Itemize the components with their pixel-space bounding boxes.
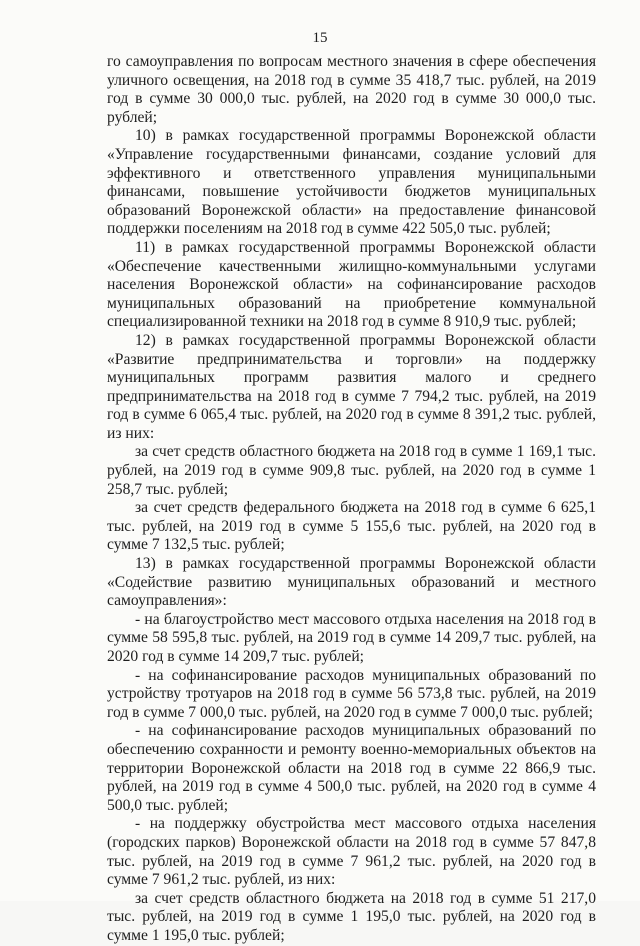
page-number: 15 [312, 30, 328, 46]
paragraph-city-parks: - на поддержку обустройства мест массового отдыха населения (городских парков) Воронежской области на 2018 год в сумме 57 847,8 тыс. рублей, на 2019 год в сумме 7 961,2 тыс. рублей, на 2020 год в сумме 7 961,2 тыс. рублей, из них: [107, 815, 596, 889]
paragraph-federal-budget: за счет средств федерального бюджета на 2018 год в сумме 6 625,1 тыс. рублей, на 2019 год в сумме 5 155,6 тыс. рублей, на 2020 год в сумме 7 132,5 тыс. рублей; [107, 499, 596, 554]
paragraph-recreation-areas: - на благоустройство мест массового отдыха населения на 2018 год в сумме 58 595,8 тыс. рублей, на 2019 год в сумме 14 209,7 тыс. рублей, на 2020 год в сумме 14 209,7 тыс. рублей; [107, 610, 596, 665]
paragraph-parks-regional-budget: за счет средств областного бюджета на 2018 год в сумме 51 217,0 тыс. рублей, на 2019 год в сумме 1 195,0 тыс. рублей, на 2020 год в сумме 1 195,0 тыс. рублей; [107, 889, 596, 944]
paragraph-item-11: 11) в рамках государственной программы Воронежской области «Обеспечение качественными жилищно-коммунальными услугами населения Воронежской области» на софинансирование расходов муниципальных образований на приобретение коммунальной специализированной техники на 2018 год в сумме 8 910,9 тыс. рублей; [107, 238, 596, 331]
paragraph-regional-budget: за счет средств областного бюджета на 2018 год в сумме 1 169,1 тыс. рублей, на 2019 год в сумме 909,8 тыс. рублей, на 2020 год в сумме 1 258,7 тыс. рублей; [107, 443, 596, 498]
paragraph-memorials: - на софинансирование расходов муниципальных образований по обеспечению сохранности и ремонту военно-мемориальных объектов на территории Воронежской области на 2018 год в сумме 22 866,9 тыс. рублей, на 2019 год в сумме 4 500,0 тыс. рублей, на 2020 год в сумме 4 500,0 тыс. рублей; [107, 722, 596, 814]
document-body [107, 53, 596, 946]
paragraph-item-10: 10) в рамках государственной программы Воронежской области «Управление государственными финансами, создание условий для эффективного и ответственного управления муниципальными финансами, повышение устойчивости бюджетов муниципальных образований Воронежской области» на предоставление финансовой поддержки поселениям на 2018 год в сумме 422 505,0 тыс. рублей; [107, 127, 596, 238]
paragraph-sidewalks: - на софинансирование расходов муниципальных образований по устройству тротуаров на 2018 год в сумме 56 573,8 тыс. рублей, на 2019 год в сумме 7 000,0 тыс. рублей, на 2020 год в сумме 7 000,0 тыс. рублей; [107, 666, 596, 721]
paragraph-item-13: 13) в рамках государственной программы Воронежской области «Содействие развитию муниципальных образований и местного самоуправления»: [107, 555, 596, 610]
paragraph-item-12: 12) в рамках государственной программы Воронежской области «Развитие предпринимательства и торговли» на поддержку муниципальных программ развития малого и среднего предпринимательства на 2018 год в сумме 7 794,2 тыс. рублей, на 2019 год в сумме 6 065,4 тыс. рублей, на 2020 год в сумме 8 391,2 тыс. рублей, из них: [107, 331, 596, 442]
paragraph-continuation: го самоуправления по вопросам местного значения в сфере обеспечения уличного освещения, на 2018 год в сумме 35 418,7 тыс. рублей, на 2019 год в сумме 30 000,0 тыс. рублей, на 2020 год в сумме 30 000,0 тыс. рублей; [107, 53, 596, 126]
